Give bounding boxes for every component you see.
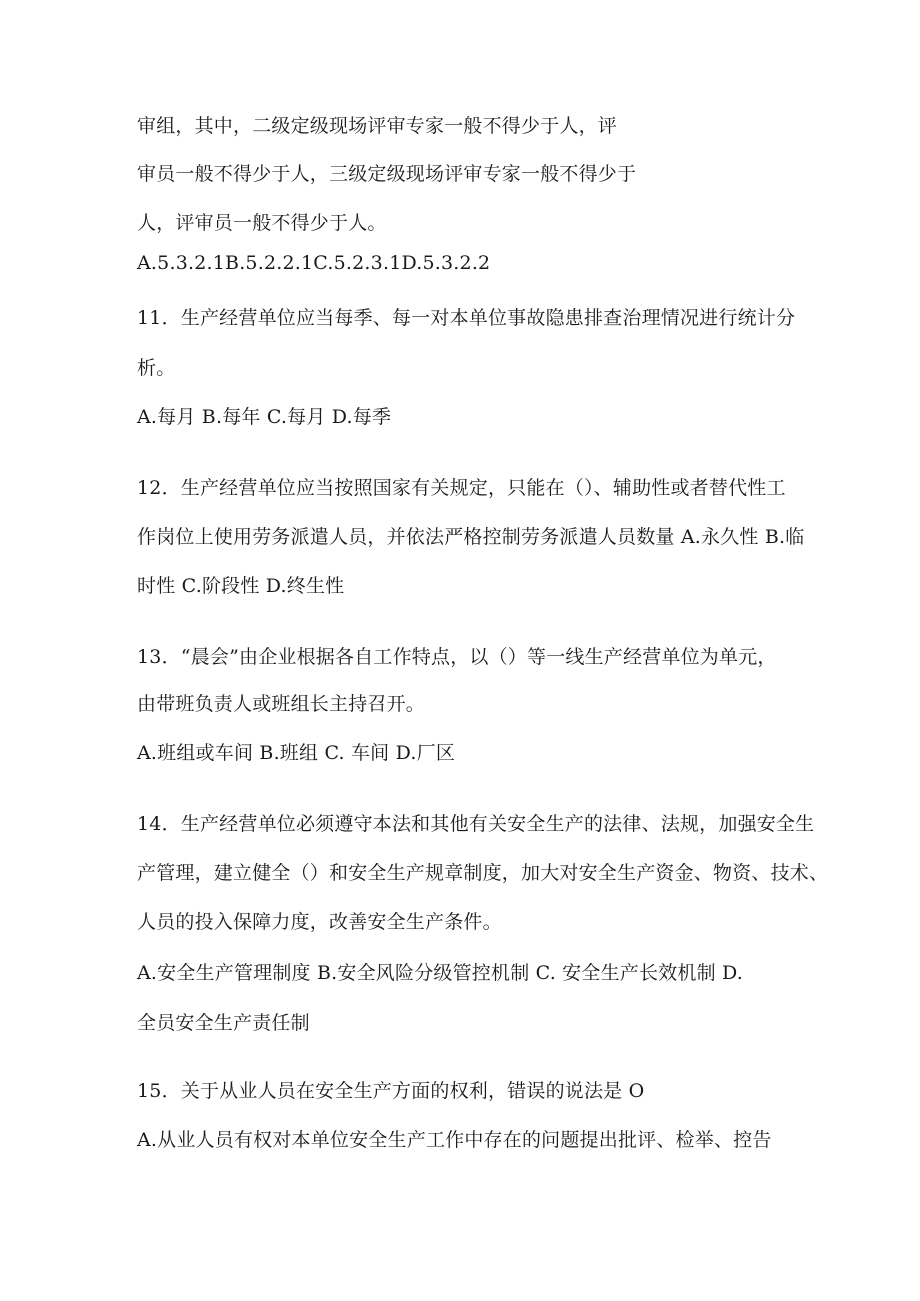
- question-11: 11．生产经营单位应当每季、每一对本单位事故隐患排查治理情况进行统计分: [137, 307, 796, 329]
- text-line: 产管理，建立健全（）和安全生产规章制度，加大对安全生产资金、物资、技术、: [137, 862, 829, 884]
- text-line: 人，评审员一般不得少于人。: [137, 212, 387, 234]
- text-line: 审员一般不得少于人，三级定级现场评审专家一般不得少于: [137, 163, 637, 185]
- text-line: 由带班负责人或班组长主持召开。: [137, 693, 426, 715]
- question-15: 15．关于从业人员在安全生产方面的权利，错误的说法是 O: [137, 1080, 645, 1102]
- option-line: A.每月 B.每年 C.每月 D.每季: [137, 406, 392, 428]
- question-14: 14．生产经营单位必须遵守本法和其他有关安全生产的法律、法规，加强安全生: [137, 813, 815, 835]
- option-line: A.5.3.2.1B.5.2.2.1C.5.2.3.1D.5.3.2.2: [137, 252, 491, 274]
- text-line: 人员的投入保障力度，改善安全生产条件。: [137, 911, 502, 933]
- option-line: A.班组或车间 B.班组 C. 车间 D.厂区: [137, 742, 456, 764]
- question-12: 12．生产经营单位应当按照国家有关规定，只能在（）、辅助性或者替代性工: [137, 477, 786, 499]
- option-line: 全员安全生产责任制: [137, 1012, 310, 1034]
- text-line: 析。: [137, 357, 176, 379]
- text-line: 审组，其中，二级定级现场评审专家一般不得少于人，评: [137, 115, 618, 137]
- text-line: 作岗位上使用劳务派遣人员，并依法严格控制劳务派遣人员数量 A.永久性 B.临: [137, 526, 805, 548]
- text-line: 时性 C.阶段性 D.终生性: [137, 575, 345, 597]
- option-line: A.安全生产管理制度 B.安全风险分级管控机制 C. 安全生产长效机制 D.: [137, 962, 744, 984]
- option-line: A.从业人员有权对本单位安全生产工作中存在的问题提出批评、检举、控告: [137, 1129, 772, 1151]
- question-13: 13．“晨会”由企业根据各自工作特点，以（）等一线生产经营单位为单元，: [137, 646, 777, 668]
